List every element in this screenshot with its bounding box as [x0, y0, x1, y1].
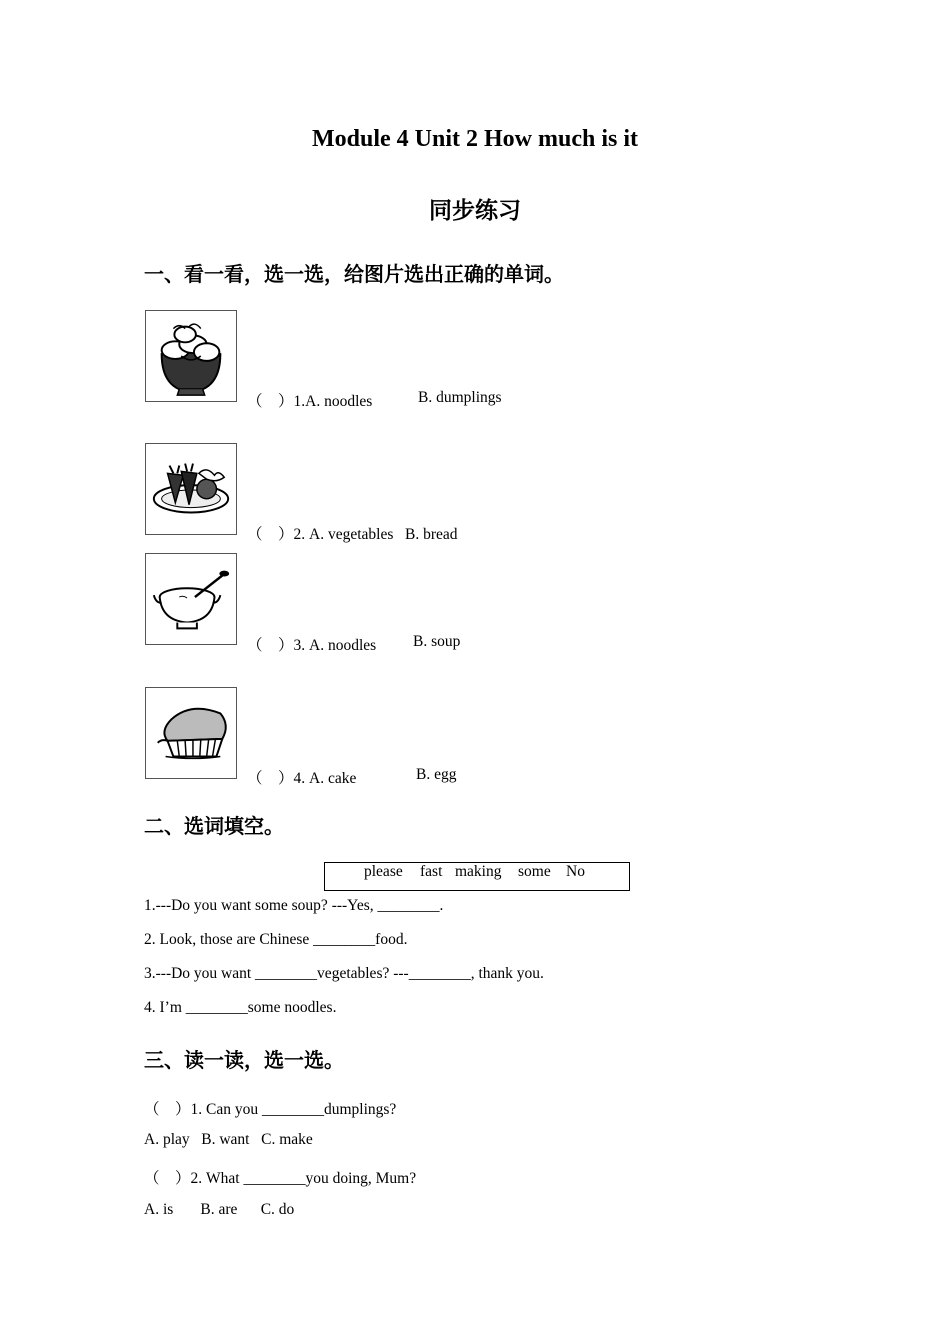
section-3-heading: 三、读一读，选一选。	[144, 1048, 344, 1072]
option-b: B. want	[201, 1131, 250, 1148]
option-a: A. cake	[309, 770, 357, 787]
section-1-heading: 一、看一看，选一选，给图片选出正确的单词。	[144, 262, 564, 286]
options-3-2	[144, 1201, 294, 1219]
question-3-2: （ ）2. What ________you doing, Mum?	[144, 1170, 417, 1187]
option-b: B. egg	[416, 766, 457, 783]
question-1-2	[247, 522, 458, 544]
section-2-heading: 二、选词填空。	[144, 814, 284, 838]
fill-line-1: 1.---Do you want some soup? ---Yes, ________.	[144, 897, 444, 914]
word-bank-item: No	[566, 863, 585, 880]
option-b: B. dumplings	[418, 389, 502, 406]
options-3-1	[144, 1131, 313, 1149]
dumplings-bowl-icon	[145, 310, 237, 402]
word-bank	[324, 862, 630, 891]
fill-line-3: 3.---Do you want ________vegetables? ---________, thank you.	[144, 965, 544, 982]
question-number: 2.	[293, 526, 306, 543]
soup-bowl-icon	[145, 553, 237, 645]
answer-blank: （ ）	[247, 393, 294, 410]
question-3-1: （ ）1. Can you ________dumplings?	[144, 1101, 397, 1118]
option-b: B. are	[200, 1201, 238, 1218]
option-a: A. is	[144, 1201, 174, 1218]
word-bank-item: some	[518, 863, 551, 880]
answer-blank: （ ）	[247, 637, 294, 654]
option-b: B. bread	[405, 526, 458, 543]
answer-blank: （ ）	[247, 526, 294, 543]
cake-icon	[145, 687, 237, 779]
answer-blank: （ ）	[247, 770, 294, 787]
vegetables-plate-icon	[145, 443, 237, 535]
option-c: C. do	[260, 1201, 295, 1218]
word-bank-item: making	[455, 863, 502, 880]
option-a: A. noodles	[305, 393, 373, 410]
page-subtitle: 同步练习	[429, 198, 521, 224]
option-b: B. soup	[413, 633, 461, 650]
option-c: C. make	[261, 1131, 313, 1148]
option-a: A. vegetables	[309, 526, 394, 543]
question-1-3	[247, 633, 376, 655]
question-1-4	[247, 766, 356, 788]
question-number: 3.	[293, 637, 306, 654]
question-number: 4.	[293, 770, 306, 787]
page-title: Module 4 Unit 2 How much is it	[311, 126, 638, 152]
question-1-1	[247, 389, 372, 411]
fill-line-4: 4. I’m ________some noodles.	[144, 999, 337, 1016]
fill-line-2: 2. Look, those are Chinese ________food.	[144, 931, 408, 948]
question-number: 1.	[293, 393, 306, 410]
word-bank-item: please	[364, 863, 403, 880]
option-a: A. noodles	[309, 637, 377, 654]
word-bank-item: fast	[420, 863, 443, 880]
option-a: A. play	[144, 1131, 190, 1148]
